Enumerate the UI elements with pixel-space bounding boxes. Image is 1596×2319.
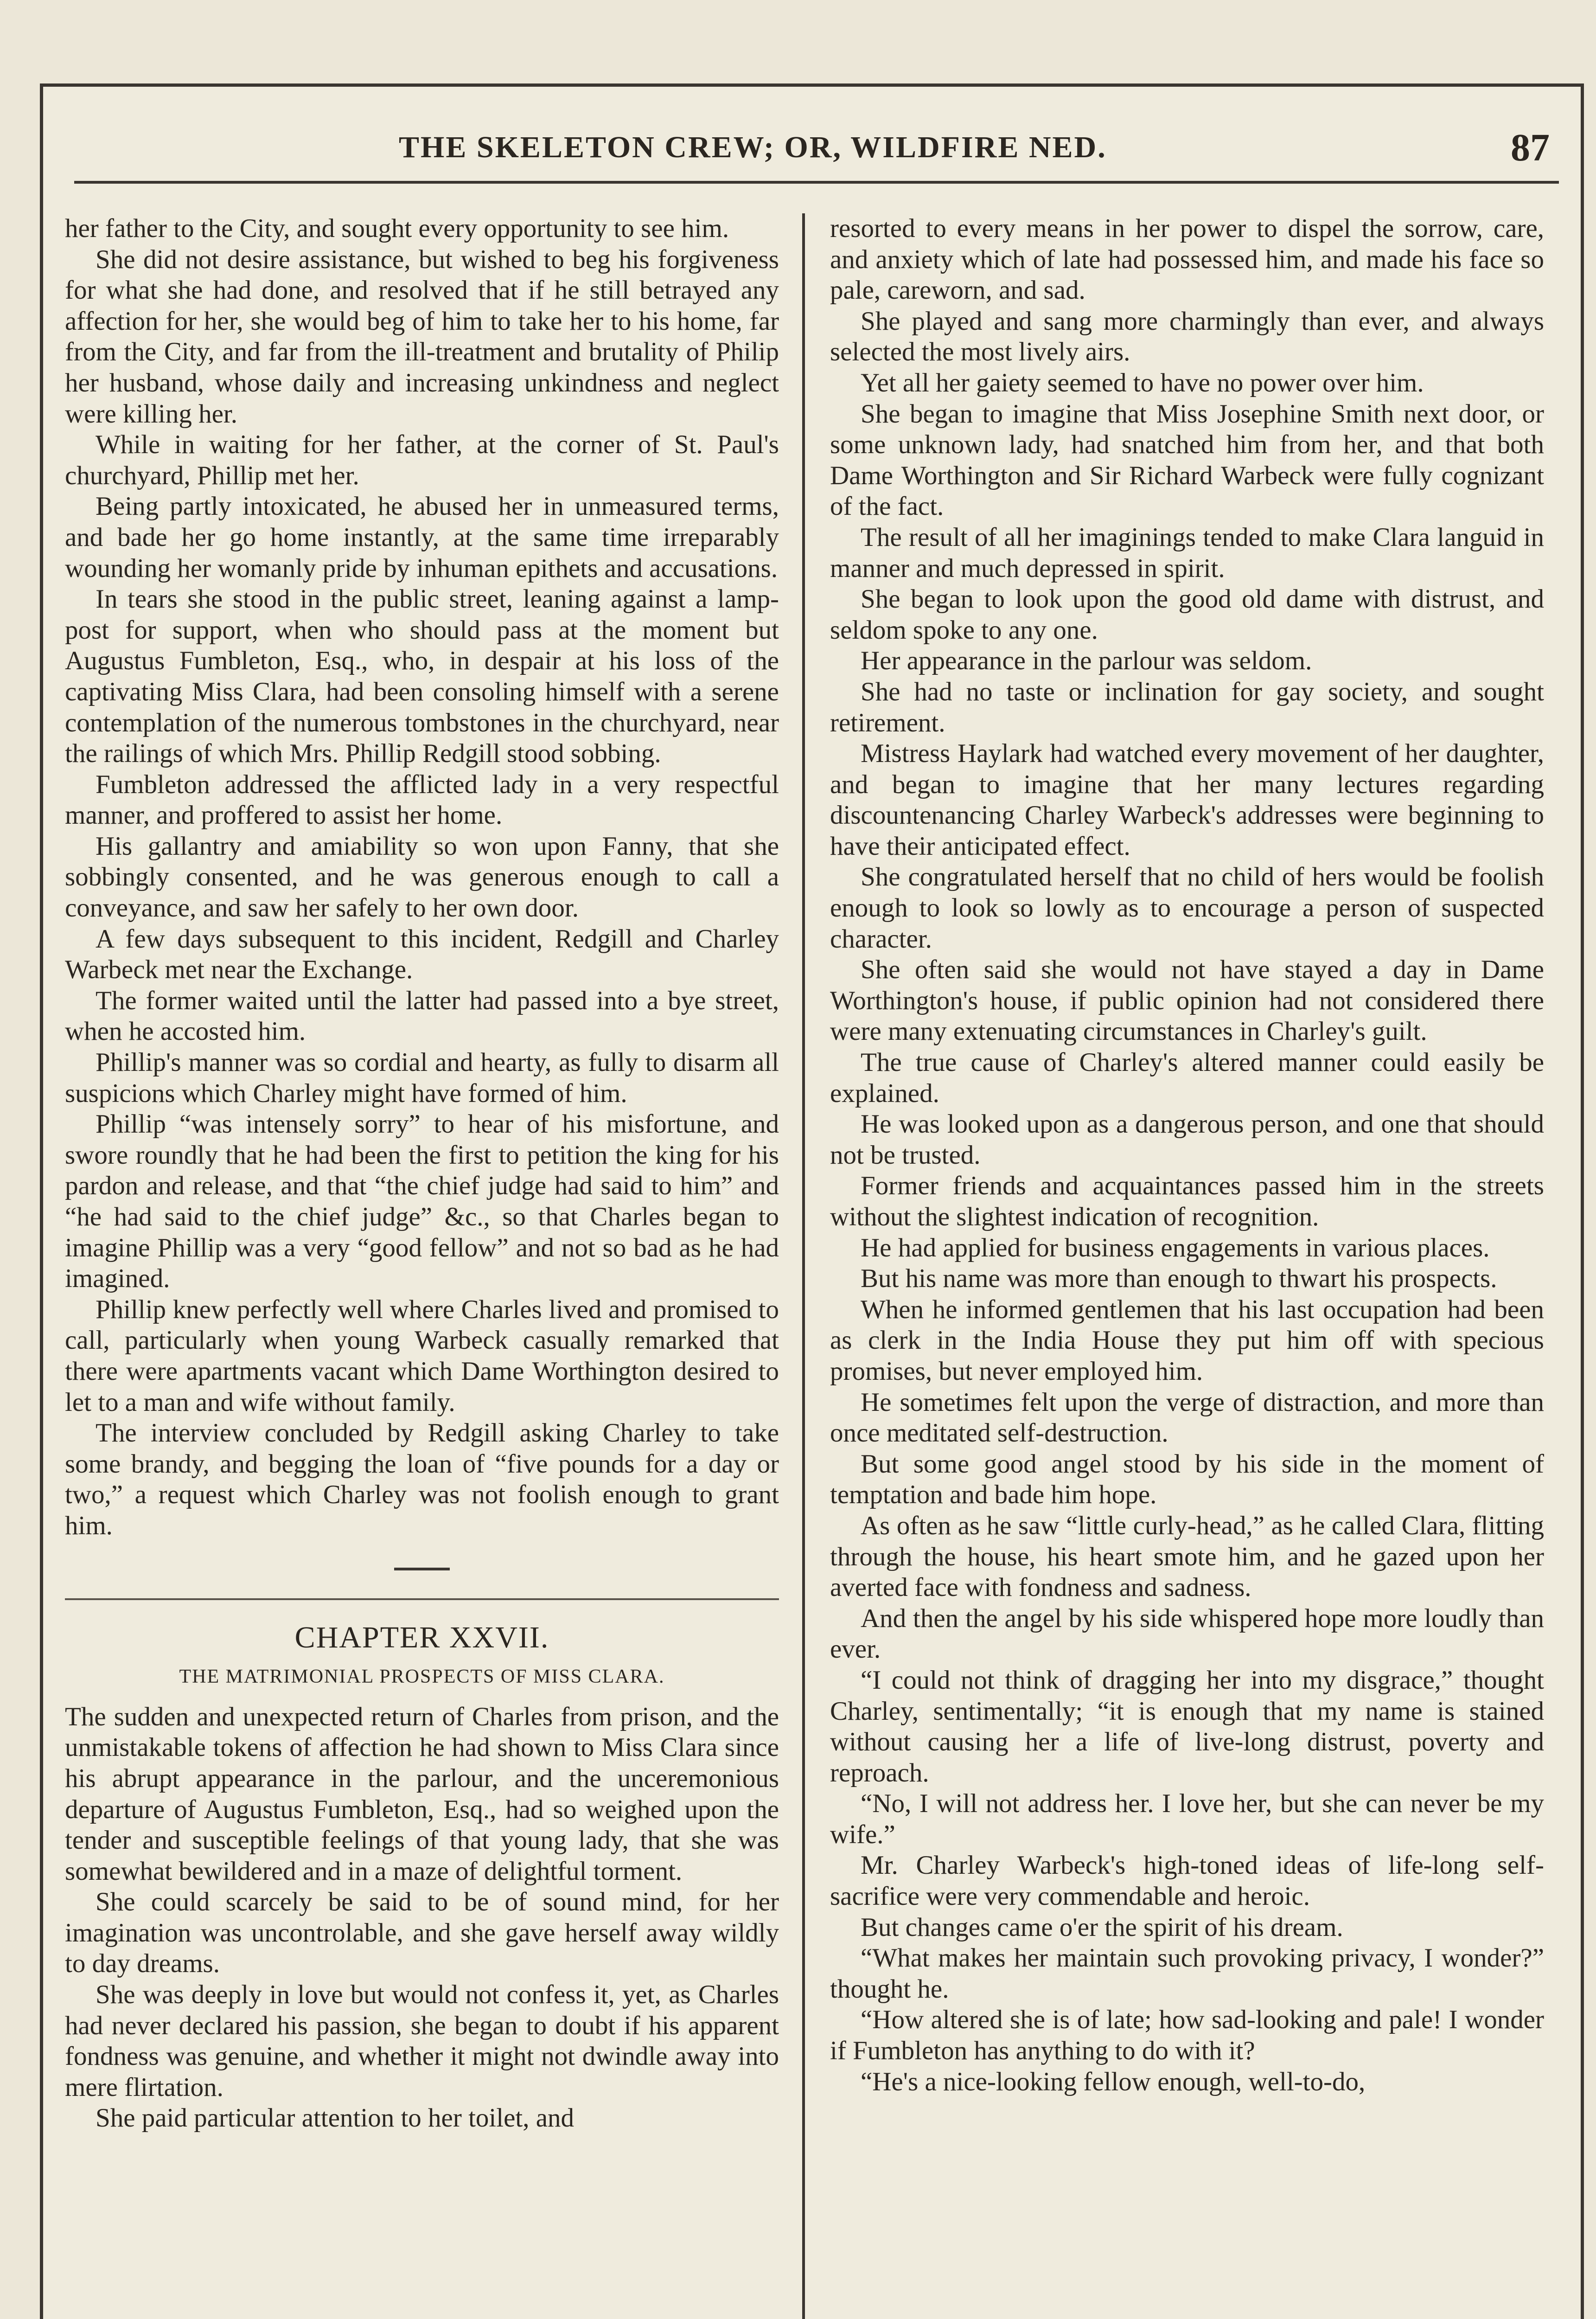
paragraph: As often as he saw “little curly-head,” as he called Clara, flitting through the house, his heart smote him, and he gazed upon her averted face with fondness and sadness. <box>830 1511 1544 1602</box>
paragraph: She began to imagine that Miss Josephine Smith next door, or some unknown lady, had snatched him from her, and that both Dame Worthington and Sir Richard Warbeck were fully cognizant of the fact. <box>830 399 1544 521</box>
paragraph: Phillip knew perfectly well where Charles lived and promised to call, particularly when young Warbeck casually remarked that there were apartments vacant which Dame Worthington desired to let to a man and wife without family. <box>65 1294 779 1417</box>
paragraph: When he informed gentlemen that his last occupation had been as clerk in the India House they put him off with specious promises, but never employed him. <box>830 1294 1544 1386</box>
paragraph: She was deeply in love but would not confess it, yet, as Charles had never declared his passion, she began to doubt if his apparent fondness was genuine, and whether it might not dwindle away into mere flirtation. <box>65 1980 779 2102</box>
chapter-rule <box>65 1598 779 1600</box>
paragraph: “He's a nice-looking fellow enough, well-to-do, <box>861 2067 1366 2096</box>
paragraph: Mistress Haylark had watched every movement of her daughter, and began to imagine that her many lectures regarding discountenancing Charley Warbeck's addresses were beginning to have their anticipated effect. <box>830 739 1544 861</box>
paragraph: And then the angel by his side whispered hope more loudly than ever. <box>830 1603 1544 1664</box>
paragraph: Phillip “was intensely sorry” to hear of his misfortune, and swore roundly that he had been the first to petition the king for his pardon and release, and that “the chief judge had said to him” and “he had said to the chief judge” &c., so that Charles began to imagine Phillip was a very “good fellow” and not so bad as he had imagined. <box>65 1109 779 1294</box>
paragraph: “I could not think of dragging her into my disgrace,” thought Charley, sentimentally; “it is enough that my name is stained without causing her a life of live-long distrust, poverty and reproach. <box>830 1665 1544 1787</box>
paragraph: Her appearance in the parlour was seldom. <box>861 646 1312 676</box>
paragraph: But some good angel stood by his side in the moment of temptation and bade him hope. <box>830 1449 1544 1510</box>
paragraph: Fumbleton addressed the afflicted lady in a very respectful manner, and proffered to assist her home. <box>65 769 779 830</box>
paragraph: Being partly intoxicated, he abused her in unmeasured terms, and bade her go home instantly, at the same time irreparably wounding her womanly pride by inhuman epithets and accusations. <box>65 492 779 583</box>
section-divider <box>394 1568 450 1570</box>
paragraph: She played and sang more charmingly than ever, and always selected the most lively airs. <box>830 306 1544 367</box>
paragraph: She often said she would not have stayed a day in Dame Worthington's house, if public opinion had not considered there were many extenuating circumstances in Charley's guilt. <box>830 955 1544 1046</box>
paragraph: She congratulated herself that no child of hers would be foolish enough to look so lowly as to encourage a person of suspected character. <box>830 862 1544 954</box>
paragraph: Yet all her gaiety seemed to have no power over him. <box>861 368 1424 397</box>
paragraph: He was looked upon as a dangerous person, and one that should not be trusted. <box>830 1109 1544 1170</box>
chapter-heading: CHAPTER XXVII. <box>294 1620 549 1654</box>
paragraph: The result of all her imaginings tended to make Clara languid in manner and much depressed in spirit. <box>830 522 1544 583</box>
running-title: THE SKELETON CREW; OR, WILDFIRE NED. <box>399 130 1107 164</box>
paragraph: The former waited until the latter had passed into a bye street, when he accosted him. <box>65 986 779 1046</box>
paragraph: He had applied for business engagements in various places. <box>861 1233 1490 1262</box>
column-rule <box>802 213 805 2319</box>
paragraph: Phillip's manner was so cordial and hearty, as fully to disarm all suspicions which Charley might have formed of him. <box>65 1048 779 1108</box>
paragraph: While in waiting for her father, at the corner of St. Paul's churchyard, Phillip met her. <box>65 430 779 490</box>
paragraph: A few days subsequent to this incident, Redgill and Charley Warbeck met near the Exchange. <box>65 924 779 985</box>
paragraph: “No, I will not address her. I love her, but she can never be my wife.” <box>830 1789 1544 1849</box>
chapter-subtitle: THE MATRIMONIAL PROSPECTS OF MISS CLARA. <box>179 1666 665 1688</box>
paragraph: She had no taste or inclination for gay society, and sought retirement. <box>830 677 1544 737</box>
paragraph: She paid particular attention to her toilet, and <box>96 2103 575 2133</box>
page-number: 87 <box>1511 126 1550 169</box>
page-header <box>74 125 1559 184</box>
paragraph: The interview concluded by Redgill asking Charley to take some brandy, and begging the loan of “five pounds for a day or two,” a request which Charley was not foolish enough to grant him. <box>65 1418 779 1540</box>
paragraph: She began to look upon the good old dame with distrust, and seldom spoke to any one. <box>830 584 1544 645</box>
right-column <box>830 213 1544 2097</box>
paragraph: Former friends and acquaintances passed him in the streets without the slightest indication of recognition. <box>830 1171 1544 1231</box>
left-column <box>65 213 779 2134</box>
paragraph: But changes came o'er the spirit of his dream. <box>861 1912 1343 1942</box>
paragraph: She did not desire assistance, but wished to beg his forgiveness for what she had done, and resolved that if he still betrayed any affection for her, she would beg of him to take her to his home, far from the City, and far from the ill-treatment and brutality of Philip her husband, whose daily and increasing unkindness and neglect were killing her. <box>65 244 779 429</box>
paragraph: “What makes her maintain such provoking privacy, I wonder?” thought he. <box>830 1943 1544 2004</box>
paragraph: Mr. Charley Warbeck's high-toned ideas of life-long self-sacrifice were very commendable and heroic. <box>830 1851 1544 1911</box>
paragraph: resorted to every means in her power to dispel the sorrow, care, and anxiety which of late had possessed him, and made his face so pale, careworn, and sad. <box>830 214 1544 305</box>
paragraph: In tears she stood in the public street, leaning against a lamp-post for support, when who should pass at the moment but Augustus Fumbleton, Esq., who, in despair at his loss of the captivating Miss Clara, had been consoling himself with a serene contemplation of the numerous tombstones in the churchyard, near the railings of which Mrs. Phillip Redgill stood sobbing. <box>65 584 779 769</box>
paragraph: The sudden and unexpected return of Charles from prison, and the unmistakable tokens of affection he had shown to Miss Clara since his abrupt appearance in the parlour, and the unceremonious departure of Augustus Fumbleton, Esq., had so weighed upon the tender and susceptible feelings of that young lady, that she was somewhat bewildered and in a maze of delightful torment. <box>65 1702 779 1886</box>
paragraph: But his name was more than enough to thwart his prospects. <box>861 1264 1497 1294</box>
paragraph: her father to the City, and sought every opportunity to see him. <box>65 214 729 243</box>
paragraph: “How altered she is of late; how sad-looking and pale! I wonder if Fumbleton has anything to do with it? <box>830 2005 1544 2066</box>
paragraph: He sometimes felt upon the verge of distraction, and more than once meditated self-destruction. <box>830 1387 1544 1448</box>
paragraph: She could scarcely be said to be of sound mind, for her imagination was uncontrolable, and she gave herself away wildly to day dreams. <box>65 1887 779 1979</box>
paragraph: His gallantry and amiability so won upon Fanny, that she sobbingly consented, and he was generous enough to call a conveyance, and saw her safely to her own door. <box>65 831 779 923</box>
paragraph: The true cause of Charley's altered manner could easily be explained. <box>830 1048 1544 1108</box>
